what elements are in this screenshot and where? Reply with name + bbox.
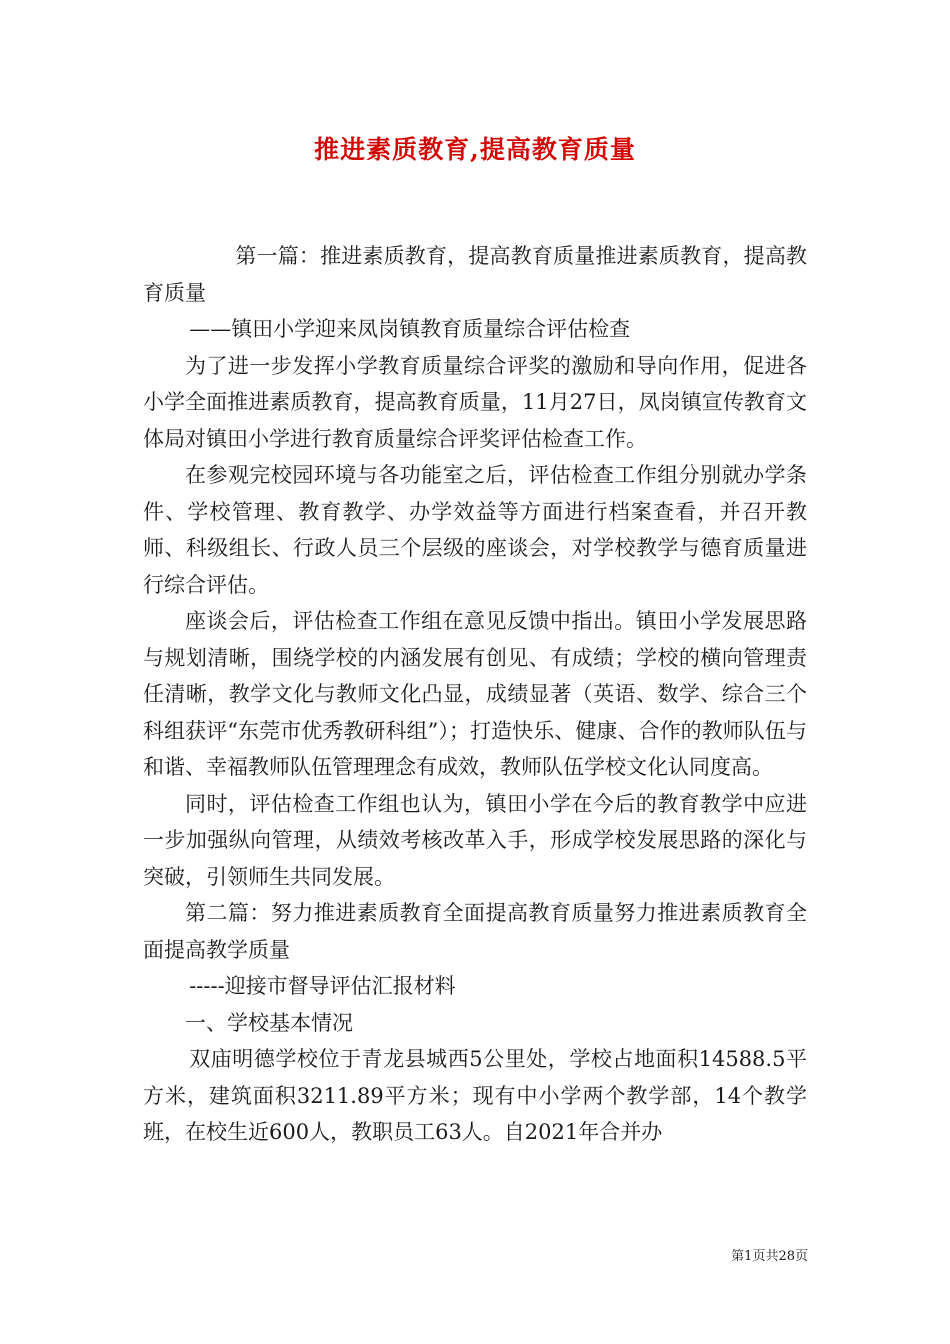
paragraph: 同时，评估检查工作组也认为，镇田小学在今后的教育教学中应进一步加强纵向管理，从绩效考核改革入手，形成学校发展思路的深化与突破，引领师生共同发展。 xyxy=(143,791,807,889)
paragraph: 第二篇：努力推进素质教育全面提高教育质量努力推进素质教育全面提高教学质量 xyxy=(143,901,807,962)
document-body xyxy=(143,238,807,1151)
paragraph: 在参观完校园环境与各功能室之后，评估检查工作组分别就办学条件、学校管理、教育教学、办学效益等方面进行档案查看，并召开教师、科级组长、行政人员三个层级的座谈会，对学校教学与德育质量进行综合评估。 xyxy=(143,463,807,597)
paragraph: 第一篇：推进素质教育，提高教育质量推进素质教育，提高教育质量 xyxy=(143,244,807,305)
paragraph: 为了进一步发挥小学教育质量综合评奖的激励和导向作用，促进各小学全面推进素质教育，提高教育质量，11月27日，凤岗镇宣传教育文体局对镇田小学进行教育质量综合评奖评估检查工作。 xyxy=(143,353,807,451)
paragraph: 一、学校基本情况 xyxy=(185,1010,353,1035)
paragraph: 座谈会后，评估检查工作组在意见反馈中指出。镇田小学发展思路与规划清晰，围绕学校的内涵发展有创见、有成绩；学校的横向管理责任清晰，教学文化与教师文化凸显，成绩显著（英语、数学、综合三个科组获评“东莞市优秀教研科组”）；打造快乐、健康、合作的教师队伍与和谐、幸福教师队伍管理理念有成效，教师队伍学校文化认同度高。 xyxy=(143,609,807,779)
document-title: 推进素质教育,提高教育质量 xyxy=(314,135,636,164)
paragraph: 双庙明德学校位于青龙县城西5公里处，学校占地面积14588.5平方米，建筑面积3211.89平方米；现有中小学两个教学部，14个教学班，在校生近600人，教职员工63人。自2021年合并办 xyxy=(143,1047,807,1144)
page-number-footer: 第1页共28页 xyxy=(731,1249,808,1264)
paragraph: ——镇田小学迎来凤岗镇教育质量综合评估检查 xyxy=(189,317,631,341)
paragraph: -----迎接市督导评估汇报材料 xyxy=(189,974,456,998)
